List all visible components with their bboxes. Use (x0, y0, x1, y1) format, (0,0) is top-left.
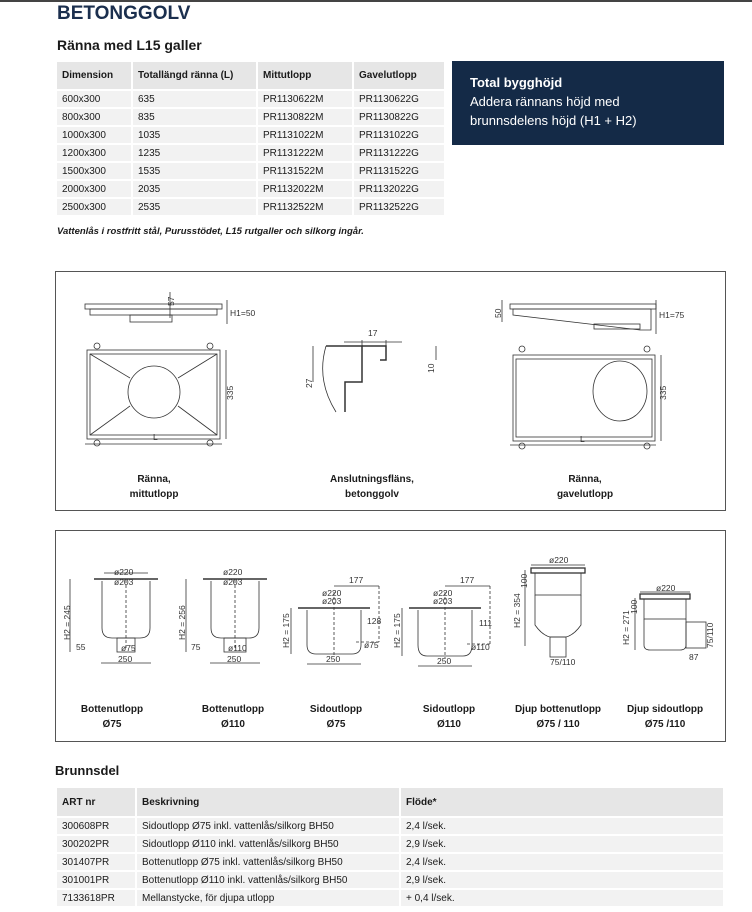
caption-line: gavelutlopp (556, 489, 614, 500)
info-text-1: Addera rännans höjd med (470, 94, 620, 109)
caption-line: Ø75 (102, 719, 122, 730)
table-row (57, 836, 723, 852)
caption-line: Bottenutlopp (201, 704, 265, 715)
caption-line: mittutlopp (129, 489, 179, 500)
dim-low: 55 (76, 642, 86, 652)
table-cell: PR1131522G (354, 163, 444, 179)
table-cell: 635 (133, 91, 256, 107)
table-cell: 2000x300 (57, 181, 131, 197)
table-cell: PR1132522M (258, 199, 352, 215)
ranna-heading: Ränna med L15 galler (57, 37, 202, 53)
dim-side: 177 (460, 575, 475, 585)
dim-d203: ø203 (433, 596, 453, 606)
dim-d203: ø203 (114, 577, 134, 587)
sidoutlopp-75-drawing (281, 575, 381, 664)
table-cell: 2535 (133, 199, 256, 215)
table-cell: PR1131022G (354, 127, 444, 143)
table-cell: Bottenutlopp Ø110 inkl. vattenlås/silkorg BH50 (137, 872, 399, 888)
table-cell: 1235 (133, 145, 256, 161)
caption-brunn (81, 702, 143, 732)
dim-top: 100 (519, 573, 529, 588)
dim-d220: ø220 (322, 588, 342, 598)
dim-d220: ø220 (656, 583, 676, 593)
table-cell: PR1130822M (258, 109, 352, 125)
table-cell: 1500x300 (57, 163, 131, 179)
dim-d203: ø203 (223, 577, 243, 587)
caption-line: Ränna, (137, 474, 171, 485)
table-cell: Sidoutlopp Ø75 inkl. vattenlås/silkorg BH50 (137, 818, 399, 834)
dim-width: 250 (227, 654, 242, 664)
caption-line: Ø75 / 110 (536, 719, 580, 730)
dim-outlet: 75/110 (550, 657, 576, 667)
dim-width: 250 (118, 654, 133, 664)
dim-top: 100 (629, 599, 639, 614)
flange-dim-10: 10 (426, 363, 436, 373)
table-cell: 300608PR (57, 818, 135, 834)
table-cell: 1535 (133, 163, 256, 179)
table-cell: 2,9 l/sek. (401, 836, 723, 852)
mitt-width: 335 (225, 385, 235, 400)
dim-low: 111 (479, 618, 492, 628)
table-cell: 800x300 (57, 109, 131, 125)
table-cell: 835 (133, 109, 256, 125)
caption-line: Ø75 /110 (644, 719, 686, 730)
mitt-dim-top: 57 (166, 296, 176, 306)
table-cell: Bottenutlopp Ø75 inkl. vattenlås/silkorg BH50 (137, 854, 399, 870)
gavel-plan-view (510, 346, 668, 449)
dim-width: 250 (326, 654, 341, 664)
table-cell: 2500x300 (57, 199, 131, 215)
table-cell: PR1132022M (258, 181, 352, 197)
sidoutlopp-110-drawing (392, 575, 492, 666)
dim-d220: ø220 (114, 567, 134, 577)
dim-outlet: ø75 (364, 640, 379, 650)
gavel-width: 335 (658, 385, 668, 400)
caption-brunn (310, 702, 362, 732)
table-cell: PR1131222G (354, 145, 444, 161)
mitt-side-view (85, 292, 256, 324)
caption-line: Ø110 (221, 719, 245, 730)
table-cell: PR1132022G (354, 181, 444, 197)
flange-dim-17: 17 (368, 328, 378, 338)
table-cell: PR1130622M (258, 91, 352, 107)
gavel-length: L (580, 434, 585, 444)
caption-line: Ränna, (568, 474, 602, 485)
info-title: Total bygghöjd (470, 75, 563, 90)
dim-side: 177 (349, 575, 364, 585)
table-cell: PR1131222M (258, 145, 352, 161)
djup-bottenutlopp-drawing (512, 555, 585, 667)
table-cell: Sidoutlopp Ø110 inkl. vattenlås/silkorg BH50 (137, 836, 399, 852)
table-cell: 600x300 (57, 91, 131, 107)
table-cell: PR1132522G (354, 199, 444, 215)
table-cell: 1000x300 (57, 127, 131, 143)
caption-brunn (515, 702, 601, 732)
column-header: Flöde* (401, 788, 723, 816)
included-note: Vattenlås i rostfritt stål, Purusstödet, L15 rutgaller och silkorg ingår. (57, 226, 364, 237)
column-header: Beskrivning (137, 788, 399, 816)
table-cell: 2,4 l/sek. (401, 818, 723, 834)
caption-line: Sidoutlopp (309, 704, 363, 715)
table-row (57, 818, 723, 834)
dim-width: 250 (437, 656, 452, 666)
mitt-length: L (153, 432, 158, 442)
dim-outlet: ø75 (121, 643, 136, 653)
table-row (57, 854, 723, 870)
table-cell: Mellanstycke, för djupa utlopp (137, 890, 399, 906)
gavel-side-view (493, 300, 685, 334)
table-cell: 2035 (133, 181, 256, 197)
caption-brunn (627, 702, 703, 732)
dim-h2: H2 = 256 (177, 605, 187, 640)
bottenutlopp-110-drawing (177, 567, 267, 664)
dim-h2: H2 = 271 (621, 610, 631, 645)
dim-outlet: 75/110 (705, 622, 715, 648)
caption-line: betonggolv (345, 489, 399, 500)
dim-h2: H2 = 175 (281, 613, 291, 648)
table-cell: 1035 (133, 127, 256, 143)
dim-h2: H2 = 354 (512, 593, 522, 628)
table-cell: 300202PR (57, 836, 135, 852)
column-header: ART nr (57, 788, 135, 816)
table-row (57, 872, 723, 888)
table-cell: 2,9 l/sek. (401, 872, 723, 888)
brunnsdel-heading: Brunnsdel (55, 763, 120, 778)
dim-low: 128 (367, 616, 382, 626)
dim-width: 87 (689, 652, 699, 662)
table-cell: 1200x300 (57, 145, 131, 161)
table-cell: 2,4 l/sek. (401, 854, 723, 870)
caption-brunn (423, 702, 475, 732)
dim-h2: H2 = 175 (392, 613, 402, 648)
column-header: Totallängd ränna (L) (133, 62, 256, 89)
table-row (57, 890, 723, 906)
caption-line: Djup bottenutlopp (514, 704, 602, 715)
caption-line: Bottenutlopp (80, 704, 144, 715)
dim-d203: ø203 (322, 596, 342, 606)
column-header: Dimension (57, 62, 131, 89)
brunnsdel-table (55, 786, 725, 908)
table-cell: PR1130822G (354, 109, 444, 125)
dim-d220: ø220 (549, 555, 569, 565)
info-text-2: brunnsdelens höjd (H1 + H2) (470, 113, 637, 128)
caption-line: Sidoutlopp (422, 704, 476, 715)
bottenutlopp-75-drawing (62, 567, 158, 664)
flange-section (304, 328, 436, 412)
caption-line: Djup sidoutlopp (626, 704, 704, 715)
dim-d220: ø220 (223, 567, 243, 577)
table-cell: PR1131022M (258, 127, 352, 143)
gavel-h1: H1=75 (659, 310, 685, 320)
caption-gavelutlopp (557, 472, 613, 502)
dim-low: 75 (191, 642, 201, 652)
caption-line: Ø110 (437, 719, 461, 730)
table-cell: PR1130622G (354, 91, 444, 107)
table-cell: 7133618PR (57, 890, 135, 906)
table-cell: 301001PR (57, 872, 135, 888)
column-header: Gavelutlopp (354, 62, 444, 89)
page-title: BETONGGOLV (57, 3, 191, 24)
dim-outlet: ø110 (471, 642, 490, 652)
table-cell: PR1131522M (258, 163, 352, 179)
djup-sidoutlopp-drawing (621, 583, 715, 662)
caption-line: Ø75 (326, 719, 346, 730)
mitt-plan-view (85, 343, 235, 446)
dim-outlet: ø110 (228, 643, 247, 653)
caption-brunn (202, 702, 264, 732)
table-cell: + 0,4 l/sek. (401, 890, 723, 906)
caption-flans (330, 472, 414, 502)
flange-dim-27: 27 (304, 378, 314, 388)
caption-line: Anslutningsfläns, (330, 474, 414, 485)
dim-h2: H2 = 245 (62, 605, 72, 640)
mitt-h1: H1=50 (230, 308, 256, 318)
column-header: Mittutlopp (258, 62, 352, 89)
table-cell: 301407PR (57, 854, 135, 870)
dim-d220: ø220 (433, 588, 453, 598)
gavel-dim-top: 50 (493, 308, 503, 318)
caption-mittutlopp (130, 472, 179, 502)
